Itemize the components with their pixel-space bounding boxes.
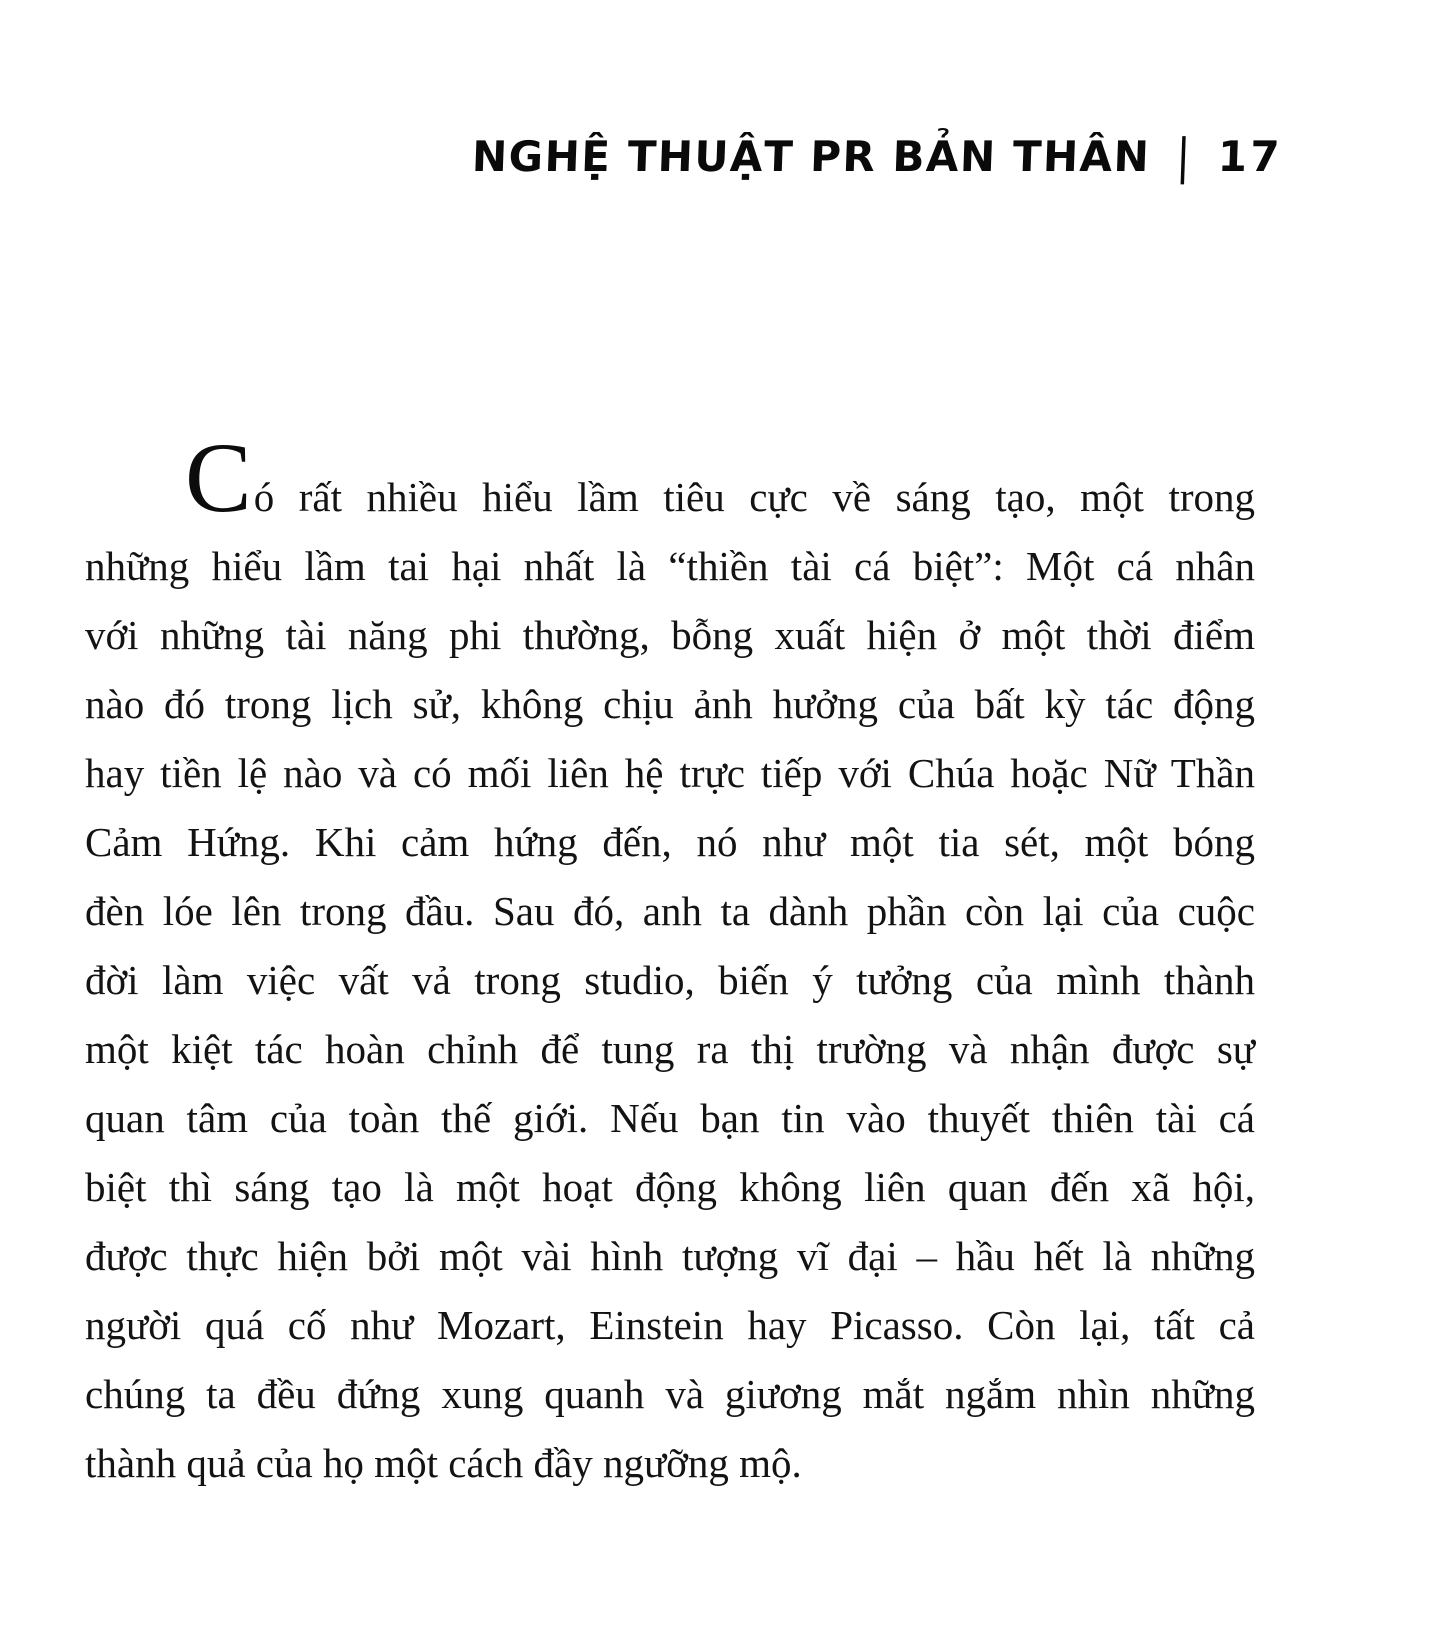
running-header: [470, 128, 1283, 185]
text-line: với những tài năng phi thường, bỗng xuất hiện ở một thời điểm: [85, 612, 1255, 658]
paragraph-lines: [85, 532, 1255, 1498]
paragraph: [85, 422, 1255, 1498]
text-line: một kiệt tác hoàn chỉnh để tung ra thị trường và nhận được sự: [85, 1026, 1255, 1072]
text-line: quan tâm của toàn thế giới. Nếu bạn tin vào thuyết thiên tài cá: [85, 1095, 1255, 1141]
initial-cap: C: [185, 422, 254, 533]
text-line: những hiểu lầm tai hại nhất là “thiền tài cá biệt”: Một cá nhân: [85, 543, 1255, 589]
text-line: ó rất nhiều hiểu lầm tiêu cực về sáng tạo, một trong: [253, 474, 1255, 520]
text-line: được thực hiện bởi một vài hình tượng vĩ đại – hầu hết là những: [85, 1233, 1255, 1279]
text-line: biệt thì sáng tạo là một hoạt động không liên quan đến xã hội,: [85, 1164, 1255, 1210]
text-line: đèn lóe lên trong đầu. Sau đó, anh ta dành phần còn lại của cuộc: [85, 888, 1255, 934]
text-line: hay tiền lệ nào và có mối liên hệ trực tiếp với Chúa hoặc Nữ Thần: [85, 750, 1255, 796]
text-line: nào đó trong lịch sử, không chịu ảnh hưởng của bất kỳ tác động: [85, 681, 1255, 727]
text-line: người quá cố như Mozart, Einstein hay Picasso. Còn lại, tất cả: [85, 1302, 1255, 1348]
header-title: NGHỆ THUẬT PR BẢN THÂN: [470, 132, 1151, 181]
text-line: chúng ta đều đứng xung quanh và giương mắt ngắm nhìn những: [85, 1371, 1255, 1417]
paragraph-first-line: [85, 422, 1255, 533]
page-number: 17: [1216, 132, 1283, 181]
text-line: thành quả của họ một cách đầy ngưỡng mộ.: [85, 1440, 802, 1486]
text-line: Cảm Hứng. Khi cảm hứng đến, nó như một tia sét, một bóng: [85, 819, 1255, 865]
header-separator: |: [1174, 128, 1193, 185]
text-line: đời làm việc vất vả trong studio, biến ý tưởng của mình thành: [85, 957, 1255, 1003]
